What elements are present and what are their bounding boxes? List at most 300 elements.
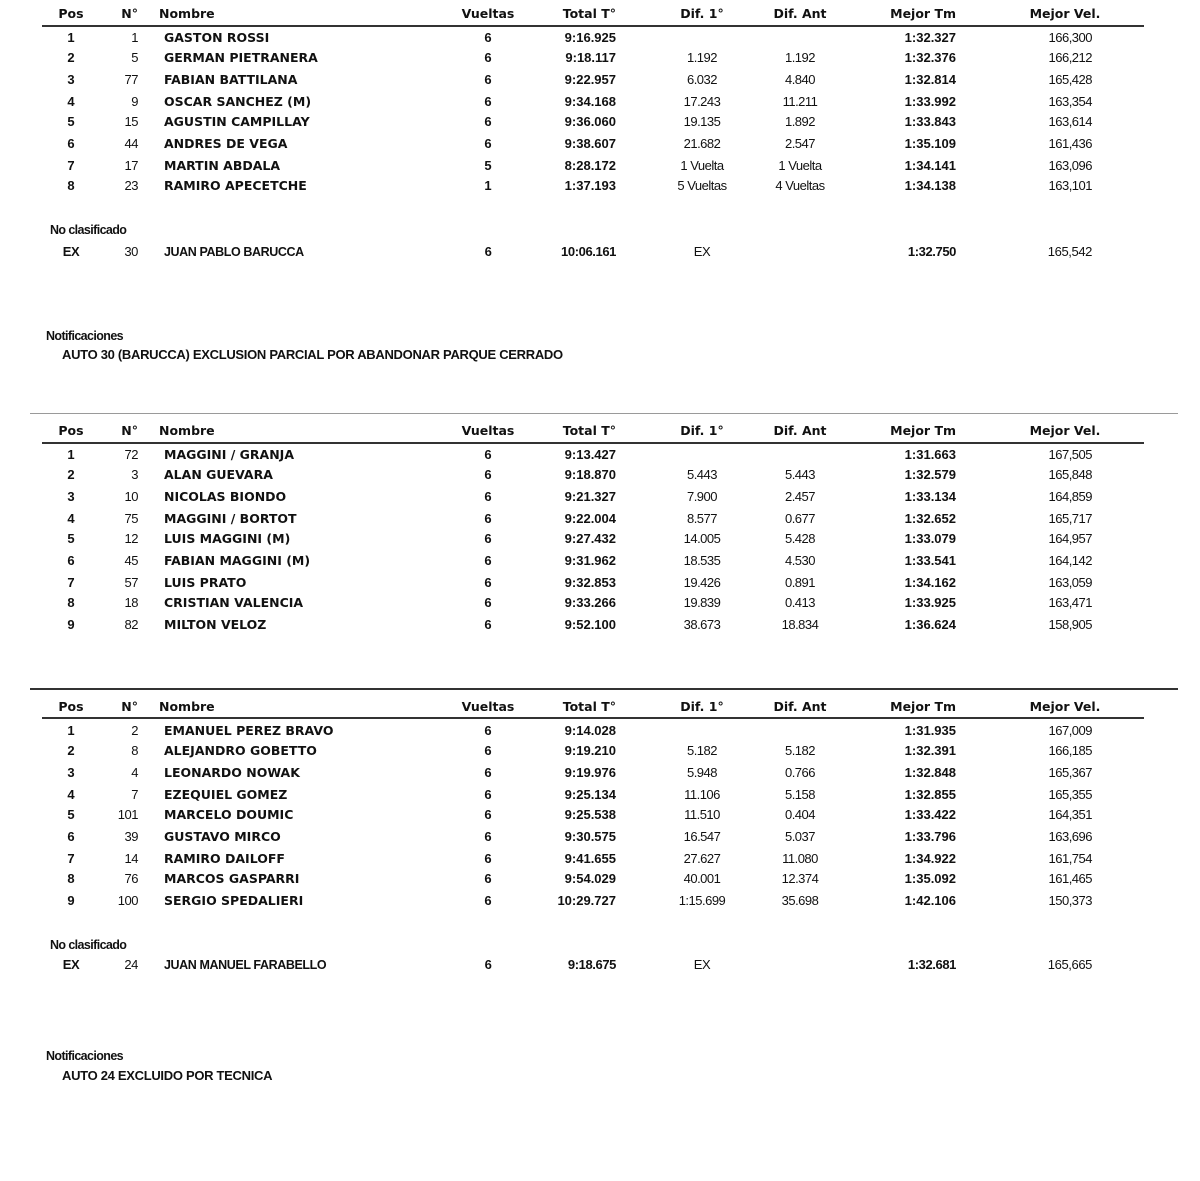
- cell-dif-first: EX: [693, 244, 711, 259]
- cell-nro: 4: [131, 765, 138, 780]
- cell-pos: 1: [67, 723, 75, 738]
- cell-laps: 6: [484, 787, 492, 802]
- cell-total: 9:32.853: [564, 575, 616, 590]
- cell-best-time: 1:42.106: [904, 893, 956, 908]
- cell-best-speed: 165,848: [1048, 467, 1092, 482]
- cell-pos: 6: [67, 553, 75, 568]
- cell-pos: 4: [67, 787, 75, 802]
- cell-total: 9:27.432: [564, 531, 616, 546]
- cell-best-speed: 161,465: [1048, 871, 1092, 886]
- cell-dif-prev: 0.404: [784, 807, 816, 822]
- cell-total: 9:18.117: [565, 50, 616, 65]
- cell-dif-prev: 4.840: [784, 72, 816, 87]
- cell-dif-first: 5 Vueltas: [677, 178, 727, 193]
- table-header: [0, 4, 1200, 24]
- header-best-time: Mejor Tm: [890, 699, 956, 714]
- cell-best-speed: 166,300: [1048, 30, 1092, 45]
- cell-dif-first: 14.005: [683, 531, 721, 546]
- cell-best-speed: 166,212: [1048, 50, 1092, 65]
- cell-name: NICOLAS BIONDO: [164, 489, 287, 504]
- cell-laps: 6: [484, 743, 492, 758]
- header-pos: Pos: [58, 423, 84, 438]
- cell-dif-first: 18.535: [683, 553, 721, 568]
- cell-pos: 3: [67, 72, 75, 87]
- cell-total: 9:25.538: [564, 807, 616, 822]
- table-row: [0, 445, 1200, 465]
- cell-pos: 2: [67, 743, 75, 758]
- cell-pos: 7: [67, 851, 75, 866]
- cell-laps: 6: [484, 617, 492, 632]
- cell-best-speed: 163,354: [1048, 94, 1092, 109]
- cell-dif-prev: 5.158: [784, 787, 816, 802]
- table-row: [0, 891, 1200, 911]
- cell-laps: 6: [484, 595, 492, 610]
- cell-laps: 6: [484, 50, 492, 65]
- cell-dif-first: EX: [693, 957, 711, 972]
- cell-laps: 6: [484, 511, 492, 526]
- cell-best-time: 1:32.391: [904, 743, 956, 758]
- cell-total: 10:29.727: [557, 893, 616, 908]
- header-name: Nombre: [159, 423, 215, 438]
- cell-laps: 6: [484, 871, 492, 886]
- header-dif-prev: Dif. Ant: [773, 6, 827, 21]
- cell-laps: 6: [484, 723, 492, 738]
- header-dif-prev: Dif. Ant: [773, 423, 827, 438]
- cell-total: 9:18.870: [564, 467, 616, 482]
- cell-pos: 3: [67, 489, 75, 504]
- cell-dif-prev: 4 Vueltas: [775, 178, 825, 193]
- cell-laps: 1: [484, 178, 492, 193]
- cell-dif-prev: 0.677: [784, 511, 816, 526]
- table-row: [0, 551, 1200, 571]
- cell-dif-first: 1:15.699: [678, 893, 726, 908]
- cell-pos: 5: [67, 114, 75, 129]
- cell-best-speed: 164,859: [1048, 489, 1092, 504]
- cell-nro: 9: [131, 94, 138, 109]
- cell-total: 9:34.168: [564, 94, 616, 109]
- cell-best-speed: 163,614: [1048, 114, 1092, 129]
- cell-best-time: 1:32.327: [904, 30, 956, 45]
- table-row: [0, 487, 1200, 507]
- cell-best-time: 1:31.935: [904, 723, 956, 738]
- cell-best-time: 1:33.134: [904, 489, 956, 504]
- cell-dif-prev: 12.374: [781, 871, 819, 886]
- notification-text: AUTO 30 (BARUCCA) EXCLUSION PARCIAL POR ABANDONAR PARQUE CERRADO: [62, 347, 563, 362]
- cell-laps: 6: [484, 553, 492, 568]
- cell-name: AGUSTIN CAMPILLAY: [164, 114, 310, 129]
- cell-name: RAMIRO APECETCHE: [164, 178, 307, 193]
- cell-best-time: 1:32.681: [907, 957, 956, 972]
- header-best-speed: Mejor Vel.: [1029, 6, 1101, 21]
- cell-best-speed: 165,355: [1048, 787, 1092, 802]
- cell-name: MAGGINI / BORTOT: [164, 511, 297, 526]
- cell-name: GUSTAVO MIRCO: [164, 829, 281, 844]
- cell-pos: EX: [62, 244, 80, 259]
- cell-nro: 15: [124, 114, 138, 129]
- cell-best-time: 1:33.422: [904, 807, 956, 822]
- cell-best-time: 1:34.922: [904, 851, 956, 866]
- cell-best-speed: 164,142: [1048, 553, 1092, 568]
- cell-pos: 6: [67, 829, 75, 844]
- cell-best-speed: 165,367: [1048, 765, 1092, 780]
- header-laps: Vueltas: [461, 423, 515, 438]
- table-row: [0, 849, 1200, 869]
- cell-name: LUIS MAGGINI (M): [164, 531, 291, 546]
- cell-laps: 5: [484, 158, 492, 173]
- cell-pos: 9: [67, 617, 75, 632]
- cell-total: 9:19.976: [564, 765, 616, 780]
- cell-dif-first: 17.243: [683, 94, 721, 109]
- cell-name: EZEQUIEL GOMEZ: [164, 787, 288, 802]
- cell-best-time: 1:34.141: [904, 158, 956, 173]
- cell-name: FABIAN BATTILANA: [164, 72, 298, 87]
- cell-nro: 39: [124, 829, 138, 844]
- cell-best-speed: 161,436: [1048, 136, 1092, 151]
- cell-total: 9:13.427: [564, 447, 616, 462]
- cell-nro: 8: [131, 743, 138, 758]
- header-dif-prev: Dif. Ant: [773, 699, 827, 714]
- cell-best-time: 1:32.848: [904, 765, 956, 780]
- cell-best-speed: 163,101: [1048, 178, 1092, 193]
- cell-nro: 17: [124, 158, 138, 173]
- cell-name: FABIAN MAGGINI (M): [164, 553, 311, 568]
- cell-nro: 72: [124, 447, 138, 462]
- cell-best-speed: 165,665: [1047, 957, 1092, 972]
- header-laps: Vueltas: [461, 699, 515, 714]
- cell-nro: 44: [124, 136, 138, 151]
- cell-name: MARCOS GASPARRI: [164, 871, 300, 886]
- cell-total: 9:18.675: [567, 957, 616, 972]
- section-divider: [30, 413, 1178, 414]
- cell-nro: 82: [124, 617, 138, 632]
- cell-dif-first: [650, 445, 754, 465]
- cell-best-speed: 163,696: [1048, 829, 1092, 844]
- header-pos: Pos: [58, 699, 84, 714]
- cell-dif-first: 11.106: [684, 787, 720, 802]
- cell-pos: 6: [67, 136, 75, 151]
- table-row: [0, 827, 1200, 847]
- cell-dif-first: 7.900: [686, 489, 718, 504]
- cell-dif-prev: 11.211: [782, 94, 818, 109]
- cell-best-time: 1:32.855: [904, 787, 956, 802]
- cell-dif-first: [650, 28, 754, 48]
- cell-best-time: 1:32.579: [904, 467, 956, 482]
- cell-best-speed: 167,505: [1048, 447, 1092, 462]
- header-nro: N°: [121, 423, 138, 438]
- cell-name: EMANUEL PEREZ BRAVO: [164, 723, 334, 738]
- header-total: Total T°: [562, 423, 616, 438]
- cell-best-time: 1:33.796: [904, 829, 956, 844]
- table-row: [0, 721, 1200, 741]
- cell-dif-first: 8.577: [686, 511, 718, 526]
- cell-dif-first: 21.682: [683, 136, 721, 151]
- cell-name: MARCELO DOUMIC: [164, 807, 294, 822]
- header-dif-first: Dif. 1°: [680, 699, 724, 714]
- cell-dif-first: 16.547: [683, 829, 721, 844]
- cell-best-time: 1:33.541: [904, 553, 956, 568]
- table-row: [0, 112, 1200, 132]
- cell-name: MILTON VELOZ: [164, 617, 267, 632]
- header-dif-first: Dif. 1°: [680, 6, 724, 21]
- cell-dif-first: 40.001: [683, 871, 721, 886]
- header-best-speed: Mejor Vel.: [1029, 699, 1101, 714]
- cell-dif-prev: 4.530: [784, 553, 816, 568]
- cell-name: LUIS PRATO: [164, 575, 247, 590]
- cell-best-time: 1:35.109: [904, 136, 956, 151]
- cell-best-time: 1:36.624: [904, 617, 956, 632]
- cell-nro: 77: [124, 72, 138, 87]
- cell-dif-prev: 5.182: [784, 743, 816, 758]
- not-classified-row: [0, 242, 1200, 262]
- cell-nro: 2: [131, 723, 138, 738]
- table-row: [0, 785, 1200, 805]
- header-best-time: Mejor Tm: [890, 6, 956, 21]
- table-row: [0, 741, 1200, 761]
- cell-laps: 6: [484, 72, 492, 87]
- cell-dif-prev: [750, 28, 850, 48]
- table-row: [0, 28, 1200, 48]
- cell-total: 9:22.957: [564, 72, 616, 87]
- cell-nro: 1: [131, 30, 138, 45]
- header-rule: [42, 25, 1144, 27]
- cell-name: LEONARDO NOWAK: [164, 765, 300, 780]
- notification-text: AUTO 24 EXCLUIDO POR TECNICA: [62, 1068, 273, 1083]
- cell-nro: 45: [124, 553, 138, 568]
- table-row: [0, 156, 1200, 176]
- cell-pos: EX: [62, 957, 80, 972]
- cell-dif-prev: 0.891: [784, 575, 816, 590]
- cell-pos: 7: [67, 575, 75, 590]
- cell-total: 9:25.134: [564, 787, 616, 802]
- table-row: [0, 92, 1200, 112]
- cell-laps: 6: [484, 244, 492, 259]
- cell-best-time: 1:31.663: [904, 447, 956, 462]
- header-pos: Pos: [58, 6, 84, 21]
- cell-pos: 4: [67, 511, 75, 526]
- cell-dif-first: 27.627: [683, 851, 721, 866]
- cell-dif-prev: 2.457: [784, 489, 816, 504]
- cell-dif-first: 38.673: [683, 617, 721, 632]
- cell-pos: 7: [67, 158, 75, 173]
- notifications-label: Notificaciones: [46, 329, 124, 343]
- cell-dif-prev: 0.413: [784, 595, 816, 610]
- cell-dif-prev: 5.037: [784, 829, 816, 844]
- cell-nro: 24: [124, 957, 138, 972]
- cell-nro: 3: [131, 467, 138, 482]
- table-row: [0, 465, 1200, 485]
- cell-dif-prev: 5.443: [784, 467, 816, 482]
- cell-dif-prev: 5.428: [784, 531, 816, 546]
- cell-nro: 14: [124, 851, 138, 866]
- header-total: Total T°: [562, 699, 616, 714]
- cell-best-time: 1:33.079: [904, 531, 956, 546]
- cell-dif-first: 19.839: [683, 595, 721, 610]
- cell-dif-prev: 1.892: [784, 114, 816, 129]
- cell-total: 9:31.962: [564, 553, 616, 568]
- table-row: [0, 615, 1200, 635]
- cell-name: GASTON ROSSI: [164, 30, 270, 45]
- cell-laps: 6: [484, 136, 492, 151]
- cell-total: 1:37.193: [564, 178, 616, 193]
- cell-laps: 6: [484, 893, 492, 908]
- cell-name: OSCAR SANCHEZ (M): [164, 94, 312, 109]
- cell-pos: 1: [67, 30, 75, 45]
- cell-best-speed: 158,905: [1048, 617, 1092, 632]
- cell-pos: 2: [67, 467, 75, 482]
- cell-pos: 2: [67, 50, 75, 65]
- cell-best-speed: 165,717: [1048, 511, 1092, 526]
- cell-pos: 1: [67, 447, 75, 462]
- cell-name: MAGGINI / GRANJA: [164, 447, 295, 462]
- header-name: Nombre: [159, 699, 215, 714]
- cell-best-speed: 166,185: [1048, 743, 1092, 758]
- table-row: [0, 529, 1200, 549]
- cell-pos: 8: [67, 871, 75, 886]
- cell-laps: 6: [484, 957, 492, 972]
- cell-dif-prev: 2.547: [784, 136, 816, 151]
- cell-dif-first: 1.192: [686, 50, 718, 65]
- cell-best-speed: 164,351: [1048, 807, 1092, 822]
- not-classified-label: No clasificado: [50, 223, 127, 237]
- cell-dif-first: [650, 721, 754, 741]
- cell-dif-prev: [750, 955, 850, 975]
- cell-total: 9:16.925: [564, 30, 616, 45]
- header-name: Nombre: [159, 6, 215, 21]
- cell-total: 9:14.028: [564, 723, 616, 738]
- cell-name: GERMAN PIETRANERA: [164, 50, 318, 65]
- table-row: [0, 763, 1200, 783]
- table-header: [0, 421, 1200, 441]
- cell-best-speed: 165,542: [1047, 244, 1092, 259]
- cell-laps: 6: [484, 489, 492, 504]
- cell-name: ALAN GUEVARA: [164, 467, 273, 482]
- cell-dif-prev: [750, 721, 850, 741]
- cell-total: 9:21.327: [564, 489, 616, 504]
- not-classified-label: No clasificado: [50, 938, 127, 952]
- cell-best-speed: 163,471: [1048, 595, 1092, 610]
- cell-nro: 12: [124, 531, 138, 546]
- cell-pos: 8: [67, 595, 75, 610]
- table-row: [0, 509, 1200, 529]
- header-rule: [42, 442, 1144, 444]
- cell-laps: 6: [484, 30, 492, 45]
- cell-nro: 23: [124, 178, 138, 193]
- cell-name: MARTIN ABDALA: [164, 158, 281, 173]
- cell-total: 9:33.266: [564, 595, 616, 610]
- cell-dif-prev: 35.698: [781, 893, 819, 908]
- cell-total: 9:22.004: [564, 511, 616, 526]
- cell-dif-prev: 11.080: [782, 851, 818, 866]
- cell-best-time: 1:34.162: [904, 575, 956, 590]
- cell-best-time: 1:35.092: [904, 871, 956, 886]
- not-classified-row: [0, 955, 1200, 975]
- header-dif-first: Dif. 1°: [680, 423, 724, 438]
- header-rule: [42, 717, 1144, 719]
- cell-nro: 10: [124, 489, 138, 504]
- header-nro: N°: [121, 699, 138, 714]
- header-best-time: Mejor Tm: [890, 423, 956, 438]
- cell-nro: 75: [124, 511, 138, 526]
- section-divider: [30, 688, 1178, 690]
- cell-name: JUAN PABLO BARUCCA: [164, 245, 304, 259]
- cell-best-time: 1:33.925: [904, 595, 956, 610]
- table-row: [0, 593, 1200, 613]
- cell-laps: 6: [484, 531, 492, 546]
- cell-best-time: 1:33.992: [904, 94, 956, 109]
- table-row: [0, 134, 1200, 154]
- cell-best-time: 1:32.376: [904, 50, 956, 65]
- cell-best-time: 1:32.652: [904, 511, 956, 526]
- header-best-speed: Mejor Vel.: [1029, 423, 1101, 438]
- cell-dif-prev: 0.766: [784, 765, 816, 780]
- cell-best-time: 1:33.843: [904, 114, 956, 129]
- cell-dif-first: 5.948: [686, 765, 718, 780]
- cell-laps: 6: [484, 575, 492, 590]
- cell-pos: 5: [67, 807, 75, 822]
- table-row: [0, 805, 1200, 825]
- cell-dif-first: 5.443: [686, 467, 718, 482]
- cell-best-speed: 167,009: [1048, 723, 1092, 738]
- table-row: [0, 70, 1200, 90]
- cell-best-speed: 163,096: [1048, 158, 1092, 173]
- cell-pos: 4: [67, 94, 75, 109]
- table-row: [0, 48, 1200, 68]
- cell-dif-first: 5.182: [686, 743, 718, 758]
- cell-total: 9:30.575: [564, 829, 616, 844]
- cell-pos: 3: [67, 765, 75, 780]
- cell-laps: 6: [484, 851, 492, 866]
- cell-total: 9:52.100: [564, 617, 616, 632]
- cell-total: 10:06.161: [561, 244, 616, 259]
- cell-best-time: 1:34.138: [904, 178, 956, 193]
- cell-dif-prev: 18.834: [781, 617, 819, 632]
- cell-dif-prev: 1.192: [784, 50, 816, 65]
- table-row: [0, 869, 1200, 889]
- cell-best-speed: 165,428: [1048, 72, 1092, 87]
- header-laps: Vueltas: [461, 6, 515, 21]
- table-row: [0, 573, 1200, 593]
- cell-dif-first: 19.426: [683, 575, 721, 590]
- cell-name: ANDRES DE VEGA: [164, 136, 288, 151]
- cell-nro: 5: [131, 50, 138, 65]
- cell-laps: 6: [484, 467, 492, 482]
- cell-laps: 6: [484, 114, 492, 129]
- cell-nro: 18: [124, 595, 138, 610]
- header-nro: N°: [121, 6, 138, 21]
- cell-dif-first: 19.135: [683, 114, 721, 129]
- cell-best-speed: 164,957: [1048, 531, 1092, 546]
- cell-laps: 6: [484, 765, 492, 780]
- cell-name: SERGIO SPEDALIERI: [164, 893, 304, 908]
- cell-dif-first: 1 Vuelta: [680, 158, 724, 173]
- cell-nro: 76: [124, 871, 138, 886]
- cell-pos: 8: [67, 178, 75, 193]
- cell-laps: 6: [484, 807, 492, 822]
- cell-nro: 7: [131, 787, 138, 802]
- cell-total: 9:54.029: [564, 871, 616, 886]
- cell-nro: 30: [124, 244, 138, 259]
- cell-best-time: 1:32.750: [907, 244, 956, 259]
- cell-total: 8:28.172: [564, 158, 616, 173]
- cell-total: 9:36.060: [564, 114, 616, 129]
- cell-best-speed: 150,373: [1048, 893, 1092, 908]
- cell-dif-prev: [750, 242, 850, 262]
- cell-best-speed: 163,059: [1048, 575, 1092, 590]
- notifications-label: Notificaciones: [46, 1049, 124, 1063]
- cell-dif-first: 11.510: [684, 807, 720, 822]
- cell-name: JUAN MANUEL FARABELLO: [164, 958, 327, 972]
- cell-total: 9:38.607: [564, 136, 616, 151]
